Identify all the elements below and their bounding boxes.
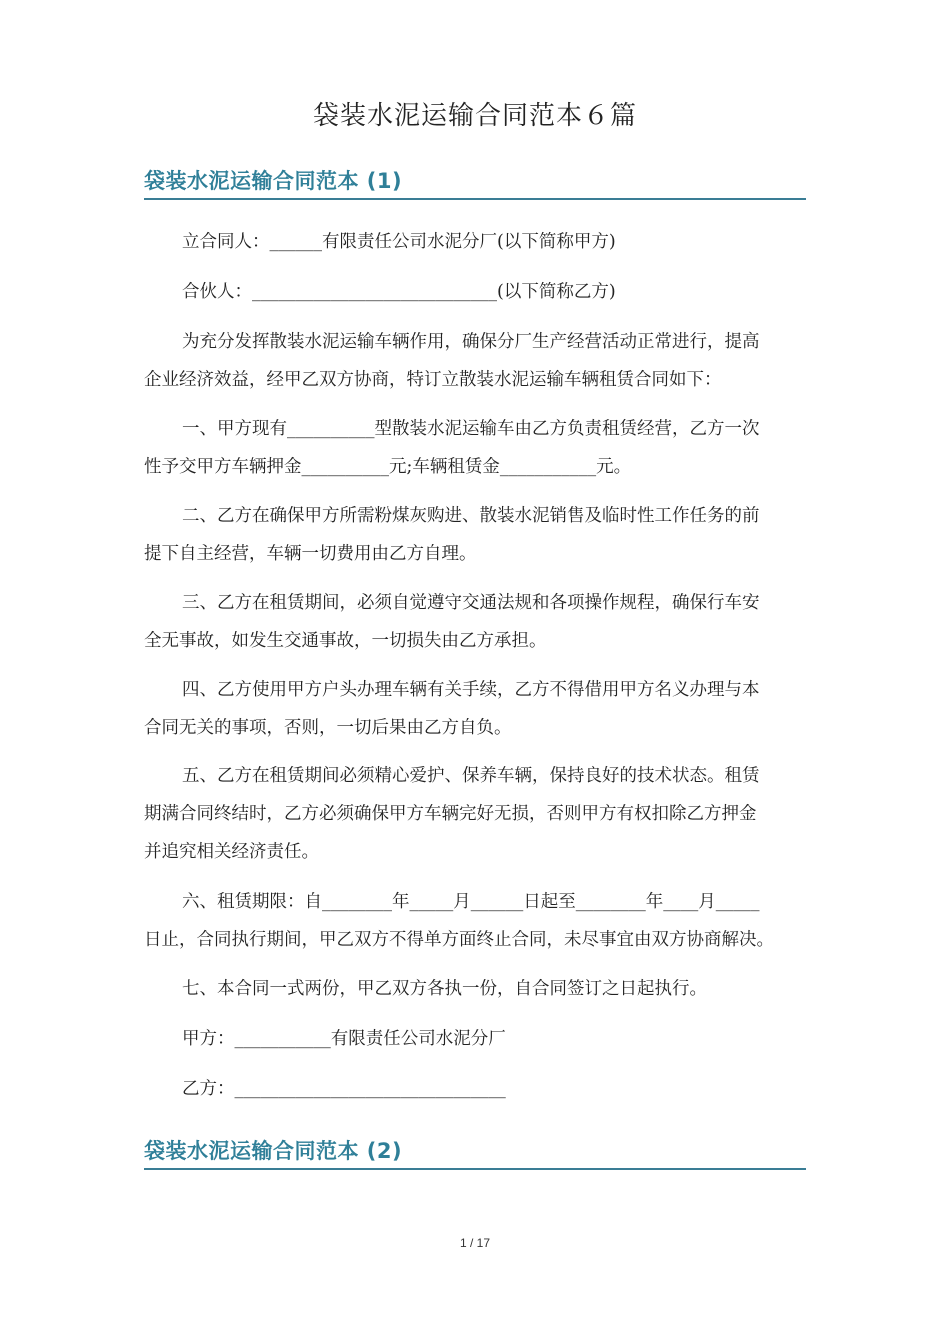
document-title: 袋装水泥运输合同范本６篇 bbox=[312, 101, 637, 131]
paragraph-clause-3 bbox=[144, 584, 806, 622]
text-line: 提下自主经营，车辆一切费用由乙方自理。 bbox=[144, 544, 477, 564]
paragraph-preamble bbox=[144, 323, 806, 361]
paragraph-clause-1-cont bbox=[144, 448, 806, 486]
text-line: 乙方：_______________________________ bbox=[182, 1079, 506, 1099]
text-line: 日止，合同执行期间，甲乙双方不得单方面终止合同，未尽事宜由双方协商解决。 bbox=[144, 930, 774, 950]
text-line: 企业经济效益，经甲乙双方协商，特订立散装水泥运输车辆租赁合同如下： bbox=[144, 370, 722, 390]
page-number: 1 / 17 bbox=[459, 1236, 491, 1250]
text-line: 并追究相关经济责任。 bbox=[144, 842, 319, 862]
paragraph-clause-4 bbox=[144, 671, 806, 709]
text-line: 七、本合同一式两份，甲乙双方各执一份，自合同签订之日起执行。 bbox=[182, 979, 707, 999]
paragraph-clause-4-cont bbox=[144, 709, 806, 747]
text-line: 合同无关的事项，否则，一切后果由乙方自负。 bbox=[144, 718, 512, 738]
paragraph-clause-2-cont bbox=[144, 535, 806, 573]
paragraph-clause-2 bbox=[144, 497, 806, 535]
section-heading-2-text: 袋装水泥运输合同范本 (2) bbox=[144, 1139, 403, 1163]
text-line: 六、租赁期限：自________年_____月______日起至________年____月_____ bbox=[182, 892, 760, 912]
paragraph-clause-6 bbox=[144, 883, 806, 921]
text-line: 性予交甲方车辆押金__________元;车辆租赁金___________元。 bbox=[144, 457, 632, 477]
paragraph-clause-1 bbox=[144, 410, 806, 448]
text-line: 为充分发挥散装水泥运输车辆作用，确保分厂生产经营活动正常进行，提高 bbox=[182, 332, 760, 352]
text-line: 立合同人：______有限责任公司水泥分厂(以下简称甲方) bbox=[182, 232, 616, 252]
text-line: 四、乙方使用甲方户头办理车辆有关手续，乙方不得借用甲方名义办理与本 bbox=[182, 680, 760, 700]
text-line: 二、乙方在确保甲方所需粉煤灰购进、散装水泥销售及临时性工作任务的前 bbox=[182, 506, 760, 526]
text-line: 合伙人：____________________________(以下简称乙方) bbox=[182, 282, 616, 302]
paragraph-preamble-cont bbox=[144, 361, 806, 399]
paragraph-partner bbox=[144, 273, 806, 311]
paragraph-clause-6-cont bbox=[144, 921, 806, 959]
text-line: 三、乙方在租赁期间，必须自觉遵守交通法规和各项操作规程，确保行车安 bbox=[182, 593, 760, 613]
paragraph-clause-7 bbox=[144, 970, 806, 1008]
paragraph-contracting-party bbox=[144, 223, 806, 261]
section-heading-1 bbox=[144, 168, 806, 200]
section-heading-2 bbox=[144, 1138, 806, 1170]
signature-party-a bbox=[144, 1020, 806, 1058]
paragraph-clause-3-cont bbox=[144, 622, 806, 660]
text-line: 五、乙方在租赁期间必须精心爱护、保养车辆，保持良好的技术状态。租赁 bbox=[182, 766, 760, 786]
section-heading-1-text: 袋装水泥运输合同范本 (1) bbox=[144, 169, 403, 193]
text-line: 全无事故，如发生交通事故，一切损失由乙方承担。 bbox=[144, 631, 547, 651]
paragraph-clause-5 bbox=[144, 757, 806, 795]
paragraph-clause-5-cont bbox=[144, 795, 806, 871]
text-line: 甲方：___________有限责任公司水泥分厂 bbox=[182, 1029, 506, 1049]
text-line: 期满合同终结时，乙方必须确保甲方车辆完好无损，否则甲方有权扣除乙方押金 bbox=[144, 804, 757, 824]
signature-party-b bbox=[144, 1070, 806, 1108]
text-line: 一、甲方现有__________型散装水泥运输车由乙方负责租赁经营，乙方一次 bbox=[182, 419, 760, 439]
